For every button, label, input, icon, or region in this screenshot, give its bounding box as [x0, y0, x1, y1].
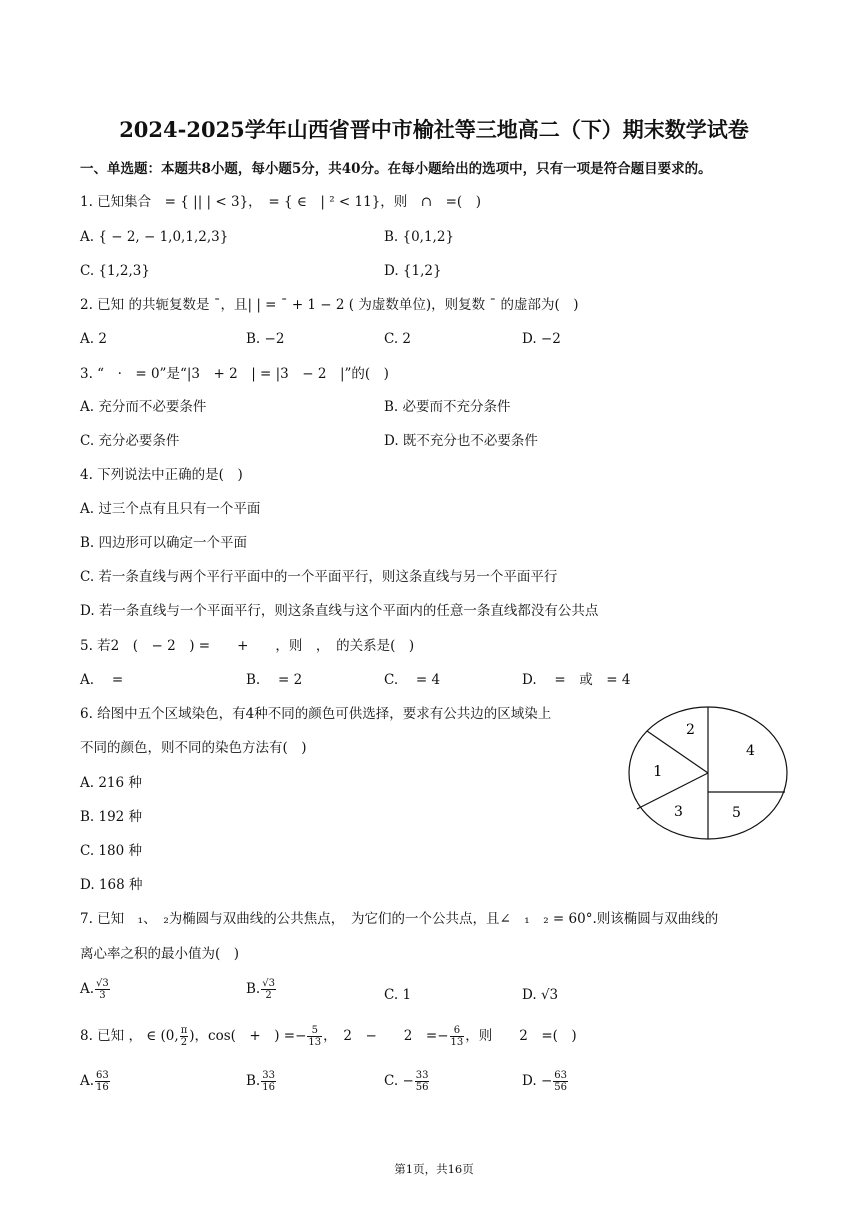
region-label-2: 2	[686, 722, 695, 738]
question-3-option-d: D. 既不充分也不必要条件	[384, 433, 538, 449]
region-label-4: 4	[746, 743, 755, 759]
question-1-option-a: A. { − 2, − 1,0,1,2,3}	[80, 229, 229, 245]
question-2-stem: 2. 已知 的共轭复数是 ¯，且| | = ¯ + 1 − 2 ( 为虚数单位)，则复数 ¯ 的虚部为( )	[80, 297, 579, 313]
question-3-option-a: A. 充分而不必要条件	[80, 399, 207, 415]
question-6-stem-line-1: 6. 给图中五个区域染色，有4种不同的颜色可供选择，要求有公共边的区域染上	[80, 706, 552, 722]
question-8-option-c: C. − $\frac{33}{56}$	[384, 1070, 429, 1093]
question-1-option-d: D. {1,2}	[384, 263, 442, 279]
question-1-option-c: C. {1,2,3}	[80, 263, 150, 279]
question-5-option-b: B. = 2	[246, 672, 303, 688]
question-7-stem-line-1: 7. 已知 ₁、 ₂为椭圆与双曲线的公共焦点， 为它们的一个公共点，且∠ ₁ ₂ = 60°.则该椭圆与双曲线的	[80, 911, 719, 927]
question-7-option-c: C. 1	[384, 987, 412, 1003]
question-2-option-b: B. −2	[246, 331, 285, 347]
page-title: 2024-2025学年山西省晋中市榆社等三地高二（下）期末数学试卷	[119, 117, 749, 142]
section-heading: 一、单选题：本题共8小题，每小题5分，共40分。在每小题给出的选项中，只有一项是符合题目要求的。	[80, 161, 712, 177]
region-label-5: 5	[732, 805, 741, 821]
page-footer: 第1页，共16页	[394, 1162, 474, 1176]
question-4-option-a: A. 过三个点有且只有一个平面	[80, 501, 261, 517]
question-4-stem: 4. 下列说法中正确的是( )	[80, 467, 243, 483]
region-coloring-figure	[625, 704, 790, 842]
question-4-option-c: C. 若一条直线与两个平行平面中的一个平面平行，则这条直线与另一个平面平行	[80, 569, 558, 585]
question-3-stem: 3. “ · = 0”是“|3 + 2 | = |3 − 2 |”的( )	[80, 366, 389, 382]
question-2-option-d: D. −2	[522, 331, 561, 347]
question-6-option-b: B. 192 种	[80, 809, 143, 825]
question-5-option-a: A. =	[80, 672, 124, 688]
question-8-stem: 8. 已知 ， ∈ (0, $\frac{\pi}{2}$ )，cos( + ) =− $\frac{5}{13}$ ， 2 − 2 =− $\frac{6}{13}$ ，则 2 =( )	[80, 1025, 577, 1048]
question-8-option-b: B. $\frac{33}{16}$	[246, 1070, 275, 1093]
question-6-option-c: C. 180 种	[80, 843, 142, 859]
question-2-option-c: C. 2	[384, 331, 412, 347]
question-3-option-c: C. 充分必要条件	[80, 433, 180, 449]
question-5-stem: 5. 若2 ( − 2 ) = + ，则 ， 的关系是( )	[80, 638, 415, 654]
question-4-option-b: B. 四边形可以确定一个平面	[80, 535, 248, 551]
question-7-option-b: B. $\frac{√3}{2}$	[246, 978, 275, 1001]
region-label-3: 3	[674, 804, 683, 820]
question-8-option-d: D. − $\frac{63}{56}$	[522, 1070, 567, 1093]
question-1-stem: 1. 已知集合 = { || | < 3}， = { ∈ | ² < 11}，则 ∩ =( )	[80, 194, 481, 210]
question-4-option-d: D. 若一条直线与一个平面平行，则这条直线与这个平面内的任意一条直线都没有公共点	[80, 603, 599, 619]
question-3-option-b: B. 必要而不充分条件	[384, 399, 511, 415]
question-7-stem-line-2: 离心率之积的最小值为( )	[80, 946, 240, 962]
question-6-option-a: A. 216 种	[80, 775, 142, 791]
question-7-option-d: D. √3	[522, 987, 559, 1003]
question-7-option-a: A. $\frac{√3}{3}$	[80, 978, 109, 1001]
question-2-option-a: A. 2	[80, 331, 107, 347]
question-6-stem-line-2: 不同的颜色，则不同的染色方法有( )	[80, 740, 307, 756]
question-5-option-c: C. = 4	[384, 672, 441, 688]
question-1-option-b: B. {0,1,2}	[384, 229, 455, 245]
question-6-option-d: D. 168 种	[80, 877, 143, 893]
region-label-1: 1	[653, 762, 663, 780]
figure-triangle-edge-lower	[637, 773, 708, 809]
question-5-option-d: D. = 或 = 4	[522, 672, 631, 688]
question-8-option-a: A. $\frac{63}{16}$	[80, 1070, 109, 1093]
